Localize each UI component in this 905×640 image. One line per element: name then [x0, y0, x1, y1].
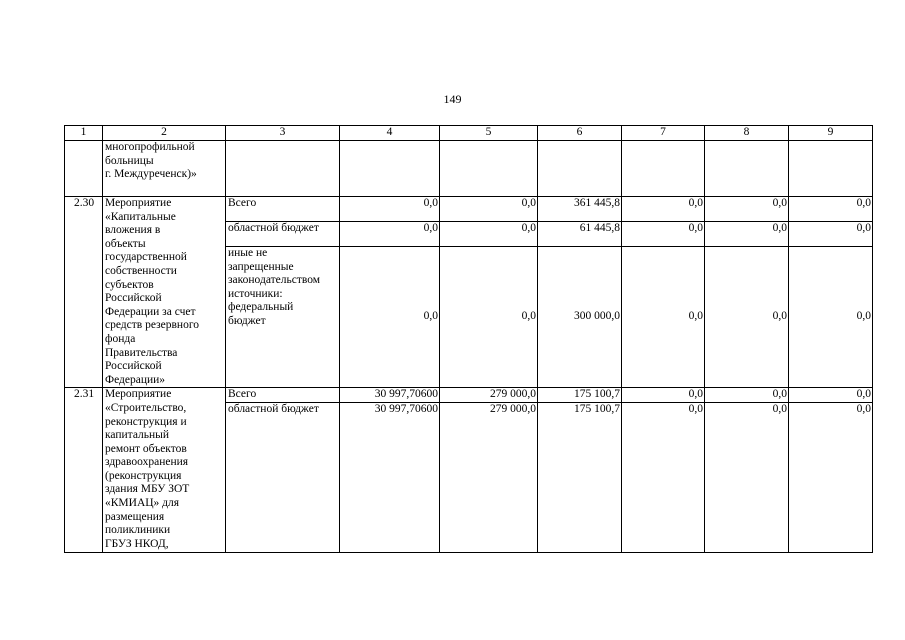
value-cell: 300 000,0	[538, 246, 622, 387]
activity-name-line: государственной	[105, 251, 187, 264]
activity-name-line: «Строительство,	[105, 401, 187, 414]
value-cell: 0,0	[705, 197, 789, 222]
value-cell: 0,0	[705, 246, 789, 387]
value-cell: 0,0	[340, 246, 440, 387]
funding-source-label: областной бюджет	[226, 221, 340, 246]
activity-name-line: здравоохранения	[105, 456, 189, 469]
activity-name-line: капитальный	[105, 429, 170, 442]
column-header: 7	[622, 126, 705, 141]
value-cell: 0,0	[789, 388, 873, 403]
activity-name-line: (реконструкция	[105, 469, 182, 482]
column-header: 8	[705, 126, 789, 141]
activity-name-line: собственности	[105, 264, 177, 277]
activity-name-line: ГБУЗ НКОД,	[105, 537, 169, 550]
value-cell: 279 000,0	[440, 388, 538, 403]
activity-name-line: Российской	[105, 292, 162, 305]
activity-name-line: фонда	[105, 332, 136, 345]
activity-name-line: Правительства	[105, 346, 178, 359]
activity-name-line: объекты	[105, 237, 146, 250]
value-cell: 0,0	[622, 402, 705, 552]
value-cell: 175 100,7	[538, 402, 622, 552]
activity-name-line: Федерации»	[105, 373, 166, 386]
funding-source-line: федеральный	[228, 301, 294, 314]
activity-name-line: многопрофильной	[105, 141, 195, 153]
activity-name-line: «Капитальные	[105, 210, 176, 223]
column-header: 1	[65, 126, 103, 141]
value-cell: 0,0	[440, 246, 538, 387]
activity-name-line: реконструкция и	[105, 415, 187, 428]
activity-name-line: ремонт объектов	[105, 442, 187, 455]
value-cell: 0,0	[622, 388, 705, 403]
activity-name-line: размещения	[105, 510, 165, 523]
row-index: 2.30	[65, 197, 103, 388]
table-row	[65, 388, 873, 403]
activity-name-line: Мероприятие	[105, 388, 172, 401]
activity-name-line: г. Междуреченск)»	[105, 168, 197, 181]
funding-source-line: иные не	[228, 246, 268, 259]
funding-source-label: Всего	[226, 197, 340, 222]
column-header: 3	[226, 126, 340, 141]
value-cell: 0,0	[789, 246, 873, 387]
table-header-row	[65, 126, 873, 141]
funding-source-line: законодательством	[228, 274, 321, 287]
activity-name-line: «КМИАЦ» для	[105, 497, 180, 510]
value-cell: 279 000,0	[440, 402, 538, 552]
activity-name-line: здания МБУ ЗОТ	[105, 483, 190, 496]
column-header: 5	[440, 126, 538, 141]
column-header: 2	[103, 126, 226, 141]
budget-table	[64, 125, 873, 553]
column-header: 9	[789, 126, 873, 141]
column-header: 6	[538, 126, 622, 141]
value-cell: 0,0	[340, 197, 440, 222]
activity-name-cell	[103, 141, 226, 197]
value-cell: 175 100,7	[538, 388, 622, 403]
activity-name-line: вложения в	[105, 224, 161, 237]
funding-source-label: Всего	[226, 388, 340, 403]
value-cell: 0,0	[622, 221, 705, 246]
value-cell: 0,0	[789, 402, 873, 552]
page-number: 149	[443, 92, 462, 106]
funding-source-label	[226, 246, 340, 387]
activity-name-line: больницы	[105, 154, 154, 167]
funding-source-line: запрещенные	[228, 260, 294, 273]
activity-name-line: Российской	[105, 360, 162, 373]
value-cell: 0,0	[622, 246, 705, 387]
column-header: 4	[340, 126, 440, 141]
value-cell: 0,0	[789, 221, 873, 246]
activity-name-line: Мероприятие	[105, 197, 172, 209]
value-cell: 0,0	[440, 197, 538, 222]
activity-name-cell	[103, 388, 226, 553]
value-cell: 0,0	[340, 221, 440, 246]
value-cell: 30 997,70600	[340, 402, 440, 552]
value-cell: 61 445,8	[538, 221, 622, 246]
funding-source-line: бюджет	[228, 314, 266, 327]
table-row-continuation	[65, 141, 873, 197]
activity-name-line: Федерации за счет	[105, 305, 196, 318]
index-cell	[65, 141, 103, 197]
activity-name-line: поликлиники	[105, 524, 171, 537]
activity-name-line: субъектов	[105, 278, 154, 291]
value-cell: 361 445,8	[538, 197, 622, 222]
value-cell: 0,0	[705, 402, 789, 552]
value-cell: 30 997,70600	[340, 388, 440, 403]
value-cell: 0,0	[705, 221, 789, 246]
value-cell: 0,0	[622, 197, 705, 222]
value-cell: 0,0	[705, 388, 789, 403]
row-index: 2.31	[65, 388, 103, 553]
funding-source-label: областной бюджет	[226, 402, 340, 552]
value-cell: 0,0	[789, 197, 873, 222]
funding-source-line: источники:	[228, 287, 283, 300]
value-cell: 0,0	[440, 221, 538, 246]
activity-name-cell	[103, 197, 226, 388]
table-row	[65, 197, 873, 222]
activity-name-line: средств резервного	[105, 319, 199, 332]
